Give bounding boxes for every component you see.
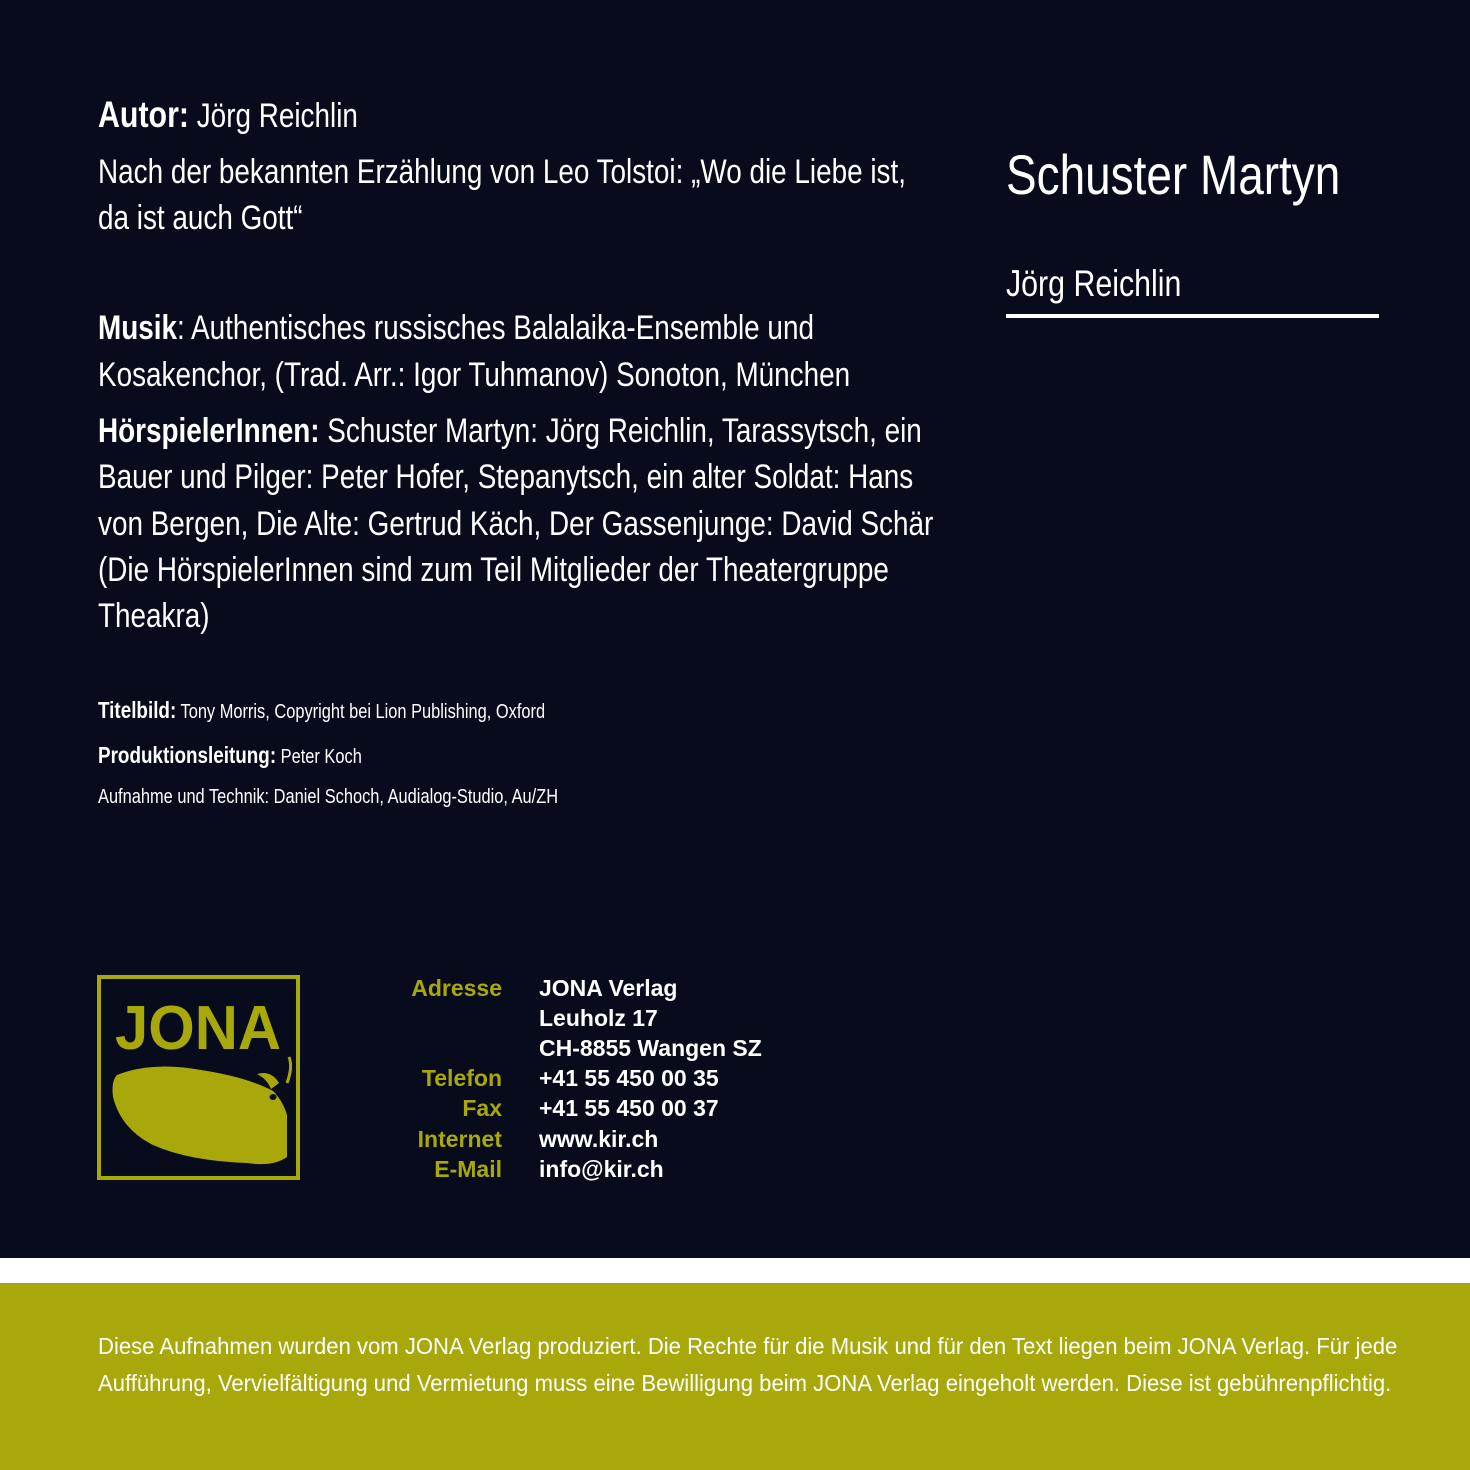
contact-value: +41 55 450 00 35 [539, 1065, 719, 1091]
title-block [1006, 140, 1379, 304]
cast-value: Schuster Martyn: Jörg Reichlin, Tarassytsch, ein [319, 412, 922, 450]
contact-value: CH-8855 Wangen SZ [539, 1035, 762, 1061]
cast-line-4: (Die HörspielerInnen sind zum Teil Mitglieder der Theatergruppe [98, 551, 889, 589]
contact-value: +41 55 450 00 37 [539, 1095, 719, 1121]
recording-credit: Aufnahme und Technik: Daniel Schoch, Audialog-Studio, Au/ZH [98, 786, 559, 808]
contact-label: Telefon [421, 1065, 502, 1091]
contact-value: Leuholz 17 [539, 1005, 658, 1031]
cast-line-3: von Bergen, Die Alte: Gertrud Käch, Der Gassenjunge: David Schär [98, 505, 934, 543]
author-label: Autor: [98, 94, 189, 135]
cover-image-label: Titelbild: [98, 697, 177, 723]
jona-logo [97, 975, 300, 1180]
whale-icon [97, 975, 300, 1180]
production-value: Peter Koch [276, 746, 362, 768]
music-line-2: Kosakenchor, (Trad. Arr.: Igor Tuhmanov) Sonoton, München [98, 356, 851, 394]
production-credit [98, 740, 420, 770]
music-label: Musik [98, 309, 178, 347]
contact-label: Fax [462, 1095, 502, 1121]
source-line-1: Nach der bekannten Erzählung von Leo Tolstoi: „Wo die Liebe ist, [98, 153, 906, 191]
rights-notice [98, 1328, 1434, 1402]
cast-line-5: Theakra) [98, 597, 210, 635]
cast-line-2: Bauer und Pilger: Peter Hofer, Stepanytsch, ein alter Soldat: Hans [98, 458, 914, 496]
album-author: Jörg Reichlin [1006, 263, 1182, 304]
contact-value[interactable]: www.kir.ch [539, 1126, 659, 1152]
rights-notice-band [0, 1283, 1470, 1470]
cast-credit [98, 408, 1103, 454]
production-label: Produktionsleitung: [98, 742, 277, 768]
album-title: Schuster Martyn [1006, 143, 1341, 206]
author-credit [98, 92, 415, 139]
contact-value: JONA Verlag [539, 975, 678, 1001]
logo-text: JONA [115, 994, 281, 1063]
rights-notice-line-2: Aufführung, Vervielfältigung und Vermietung muss eine Bewilligung beim JONA Verlag eingeholt werden. Diese ist gebührenpflichtig. [98, 1370, 1392, 1396]
cast-label: HörspielerInnen: [98, 412, 320, 450]
source-line-2: da ist auch Gott“ [98, 199, 303, 237]
contact-label: E-Mail [434, 1156, 502, 1182]
contact-value[interactable]: info@kir.ch [539, 1156, 664, 1182]
author-value: Jörg Reichlin [196, 97, 358, 135]
contact-label: Adresse [411, 975, 502, 1001]
music-value: : Authentisches russisches Balalaika-Ensemble und [177, 309, 814, 347]
title-underline [1006, 314, 1379, 318]
cover-image-credit [98, 695, 643, 725]
music-credit [98, 305, 971, 351]
cover-image-value: Tony Morris, Copyright bei Lion Publishing, Oxford [176, 701, 546, 723]
rights-notice-line-1: Diese Aufnahmen wurden vom JONA Verlag produziert. Die Rechte für die Musik und für den Text liegen beim JONA Verlag. Für jede [98, 1333, 1398, 1359]
contact-label: Internet [417, 1126, 502, 1152]
